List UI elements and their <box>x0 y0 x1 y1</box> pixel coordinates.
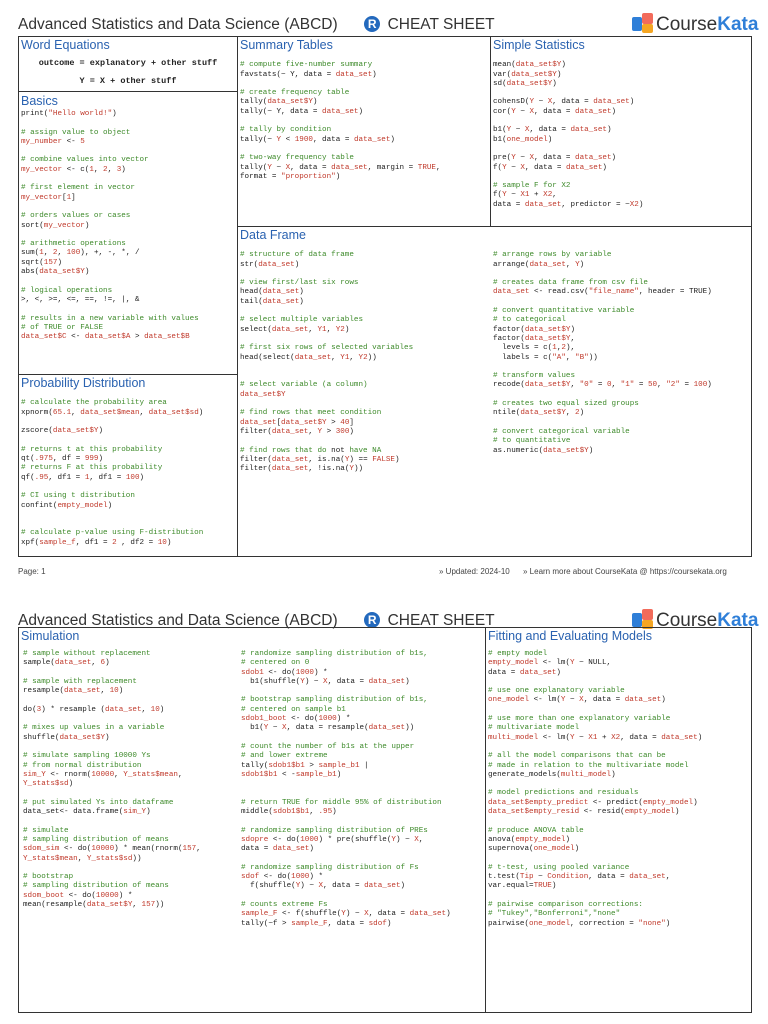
code-line: tally(Y ~ X, data = data_set, margin = TRUE, <box>240 163 441 172</box>
code-line <box>488 855 493 863</box>
code-data-frame-left <box>238 242 413 474</box>
section-title-data-frame: Data Frame <box>240 228 306 242</box>
code-line <box>241 892 246 900</box>
code-line: filter(data_set, is.na(Y) == FALSE) <box>240 455 400 464</box>
code-line: # calculate p-value using F-distribution <box>21 529 204 538</box>
brand-course: Course <box>656 610 718 631</box>
code-line: # "Tukey","Bonferroni","none" <box>488 910 621 919</box>
code-line: # creates data frame from csv file <box>493 279 648 288</box>
code-line: f(Y ~ X, data = data_set) <box>493 163 607 172</box>
code-line <box>21 147 26 155</box>
divider <box>19 91 238 92</box>
code-line: # all the model comparisons that can be <box>488 752 666 761</box>
code-line: data = data_set, predictor = ~X2) <box>493 200 644 209</box>
code-line: data_set$Y <box>240 390 286 399</box>
code-line: var.equal=TRUE) <box>488 882 557 891</box>
code-line: # structure of data frame <box>240 251 354 260</box>
doc-title: Advanced Statistics and Data Science (ABCD) <box>18 612 338 629</box>
code-line <box>23 715 28 723</box>
code-line: # randomize sampling distribution of PREs <box>241 826 428 835</box>
code-data-frame-right <box>491 242 712 456</box>
code-line <box>240 400 245 408</box>
code-line: # centered on sample b1 <box>241 705 346 714</box>
code-line: f(Y ~ X1 + X2, <box>493 191 557 200</box>
section-title-probability: Probability Distribution <box>21 376 146 390</box>
code-line <box>21 520 26 528</box>
r-logo-icon: R <box>364 16 380 32</box>
code-line: # model predictions and residuals <box>488 789 639 798</box>
code-line: # select multiple variables <box>240 316 364 325</box>
code-line: as.numeric(data_set$Y) <box>493 446 594 455</box>
code-line <box>241 734 246 742</box>
brand-kata: Kata <box>717 610 759 631</box>
code-line <box>241 789 246 797</box>
code-line <box>488 706 493 714</box>
code-line: # sample with replacement <box>23 677 137 686</box>
code-line: multi_model <- lm(Y ~ X1 + X2, data = data_set) <box>488 733 703 742</box>
code-line <box>488 743 493 751</box>
code-line <box>21 436 26 444</box>
code-line <box>21 418 26 426</box>
code-line: data_set$empty_resid <- resid(empty_model) <box>488 808 680 817</box>
code-line: head(select(data_set, Y1, Y2)) <box>240 353 377 362</box>
code-line <box>23 817 28 825</box>
code-line: head(data_set) <box>240 288 304 297</box>
code-line <box>240 335 245 343</box>
code-line: # arrange rows by variable <box>493 251 612 260</box>
code-line: mean(resample(data_set$Y, 157)) <box>23 901 165 910</box>
code-line: middle(sdob1$b1, .95) <box>241 808 337 817</box>
code-line <box>493 298 498 306</box>
code-line: # arithmetic operations <box>21 240 126 249</box>
code-line: sdof <- do(1000) * <box>241 873 324 882</box>
code-line: # returns t at this probability <box>21 445 163 454</box>
section-title-word-equations: Word Equations <box>21 38 110 52</box>
code-line: # to categorical <box>493 316 566 325</box>
code-line: sim_Y <- rnorm(10000, Y_stats$mean, <box>23 770 183 779</box>
code-line: tally(~ Y, data = data_set) <box>240 107 364 116</box>
code-line: # convert quantitative variable <box>493 307 635 316</box>
code-line: # produce ANOVA table <box>488 826 584 835</box>
code-line: tally(~ Y < 1900, data = data_set) <box>240 135 395 144</box>
code-line <box>493 52 498 60</box>
code-line: data_set<- data.frame(sim_Y) <box>23 808 151 817</box>
code-line: # simulate sampling 10000 Ys <box>23 752 151 761</box>
code-line: supernova(one_model) <box>488 845 580 854</box>
code-line: # results in a new variable with values <box>21 314 199 323</box>
code-line: empty_model <- lm(Y ~ NULL, <box>488 659 612 668</box>
code-line: # creates two equal sized groups <box>493 400 639 409</box>
code-line: qf(.95, df1 = 1, df1 = 100) <box>21 473 145 482</box>
code-line: # first six rows of selected variables <box>240 344 414 353</box>
code-line: Y_stats$mean, Y_stats$sd)) <box>23 854 142 863</box>
code-line: sum(1, 2, 100), +, -, *, / <box>21 249 140 258</box>
code-line: filter(data_set, !is.na(Y)) <box>240 465 364 474</box>
code-line: # view first/last six rows <box>240 279 359 288</box>
code-line <box>493 363 498 371</box>
code-line: sdob1 <- do(1000) * <box>241 668 328 677</box>
code-line: # combine values into vector <box>21 156 149 165</box>
summary-tables-panel <box>237 36 491 227</box>
code-line: b1(Y ~ X, data = resample(data_set)) <box>241 724 415 733</box>
code-line <box>241 780 246 788</box>
code-line: recode(data_set$Y, "0" = 0, "1" = 50, "2" = 100) <box>493 381 712 390</box>
code-line: # select variable (a column) <box>240 381 368 390</box>
code-line: # use one explanatory variable <box>488 687 625 696</box>
code-line: my_number <- 5 <box>21 137 85 146</box>
code-line: b1(shuffle(Y) ~ X, data = data_set) <box>241 677 410 686</box>
code-simple-statistics <box>491 52 751 210</box>
code-line: data_set[data_set$Y > 40] <box>240 418 354 427</box>
code-line: f(shuffle(Y) ~ X, data = data_set) <box>241 882 406 891</box>
code-line: # compute five-number summary <box>240 61 373 70</box>
code-line: # use more than one explanatory variable <box>488 715 671 724</box>
page1-header <box>18 16 495 34</box>
code-line: cohensD(Y ~ X, data = data_set) <box>493 98 635 107</box>
cheat-sheet-label: CHEAT SHEET <box>387 612 495 629</box>
page1-column-left <box>18 36 238 557</box>
code-line: # pairwise comparison corrections: <box>488 901 643 910</box>
footer-page-number: Page: 1 <box>18 567 46 576</box>
code-line: generate_models(multi_model) <box>488 770 616 779</box>
code-line: mean(data_set$Y) <box>493 61 566 70</box>
code-line: shuffle(data_set$Y) <box>23 733 110 742</box>
code-line: filter(data_set, Y > 300) <box>240 427 354 436</box>
code-line: data = data_set) <box>488 668 561 677</box>
code-line: # sampling distribution of means <box>23 835 169 844</box>
code-line: # mixes up values in a variable <box>23 724 165 733</box>
code-fitting-models <box>486 650 702 929</box>
section-title-simple-statistics: Simple Statistics <box>493 38 585 52</box>
code-line: # bootstrap sampling distribution of b1s, <box>241 696 428 705</box>
code-line <box>21 511 26 519</box>
code-line: cor(Y ~ X, data = data_set) <box>493 107 617 116</box>
code-line: tally(data_set$Y) <box>240 98 318 107</box>
code-line: zscore(data_set$Y) <box>21 427 104 436</box>
code-line <box>21 305 26 313</box>
code-line: var(data_set$Y) <box>493 70 562 79</box>
code-line: tally(sdob1$b1 > sample_b1 | <box>241 761 369 770</box>
section-title-simulation: Simulation <box>21 629 80 643</box>
code-line <box>241 855 246 863</box>
code-line: sqrt(157) <box>21 258 63 267</box>
simulation-panel <box>18 627 486 1013</box>
code-line: print("Hello world!") <box>21 110 117 118</box>
code-line: # counts extreme Fs <box>241 901 328 910</box>
code-line: sdopre <- do(1000) * pre(shuffle(Y) ~ X, <box>241 835 424 844</box>
code-line: sdom_sim <- do(10000) * mean(rnorm(157, <box>23 845 201 854</box>
code-line: do(3) * resample (data_set, 10) <box>23 705 165 714</box>
code-line: confint(empty_model) <box>21 501 113 510</box>
code-line: # two-way frequency table <box>240 154 354 163</box>
code-line: xpf(sample_f, df1 = 2 , df2 = 10) <box>21 538 172 547</box>
code-line: >, <, >=, <=, ==, !=, |, & <box>21 295 140 304</box>
code-line: data = data_set) <box>241 845 314 854</box>
code-line: data_set$empty_predict <- predict(empty_model) <box>488 798 698 807</box>
code-line: sdob1$b1 < -sample_b1) <box>241 770 342 779</box>
code-line: # of TRUE or FALSE <box>21 323 104 332</box>
simple-statistics-panel <box>490 36 752 227</box>
code-line <box>21 119 26 127</box>
code-line: # simulate <box>23 826 69 835</box>
code-line: # put simulated Ys into dataframe <box>23 798 174 807</box>
code-line <box>21 390 26 398</box>
code-line: # made in relation to the multivariate model <box>488 761 689 770</box>
code-line: qt(.975, df = 999) <box>21 455 104 464</box>
code-line: # randomize sampling distribution of b1s, <box>241 650 428 658</box>
code-line: labels = c("A", "B")) <box>493 353 598 362</box>
coursekata-logo <box>632 13 758 36</box>
equation-words: outcome = explanatory + other stuff <box>38 58 218 68</box>
code-line <box>493 242 498 250</box>
code-line <box>240 372 245 380</box>
code-line <box>21 483 26 491</box>
code-line: # transform values <box>493 372 576 381</box>
code-line: sample_F <- f(shuffle(Y) ~ X, data = data_set) <box>241 910 451 919</box>
code-line: select(data_set, Y1, Y2) <box>240 325 350 334</box>
code-line <box>240 307 245 315</box>
code-line: xpnorm(65.1, data_set$mean, data_set$sd) <box>21 408 204 417</box>
code-line <box>493 145 498 153</box>
code-line: my_vector <- c(1, 2, 3) <box>21 165 126 174</box>
code-line: ntile(data_set$Y, 2) <box>493 409 585 418</box>
code-line: # to quantitative <box>493 437 571 446</box>
code-simulation-left <box>21 650 201 910</box>
code-line <box>23 696 28 704</box>
code-line <box>21 203 26 211</box>
code-line: abs(data_set$Y) <box>21 268 90 277</box>
data-frame-panel <box>237 226 752 557</box>
code-line: my_vector[1] <box>21 193 76 202</box>
code-line <box>493 391 498 399</box>
code-line: anova(empty_model) <box>488 835 571 844</box>
code-line <box>240 270 245 278</box>
code-line: tally(~f > sample_F, data = sdof) <box>241 919 392 928</box>
doc-title: Advanced Statistics and Data Science (ABCD) <box>18 16 338 33</box>
code-line: arrange(data_set, Y) <box>493 260 585 269</box>
code-line <box>240 117 245 125</box>
code-simulation-right <box>239 650 451 929</box>
code-line: # first element in vector <box>21 184 135 193</box>
code-line <box>21 175 26 183</box>
code-line: # assign value to object <box>21 128 131 137</box>
code-line: pre(Y ~ X, data = data_set) <box>493 154 617 163</box>
section-title-basics: Basics <box>21 94 58 108</box>
code-line: # centered on 0 <box>241 659 310 668</box>
code-line <box>23 669 28 677</box>
code-line <box>488 678 493 686</box>
code-line: # calculate the probability area <box>21 399 167 408</box>
code-line: sd(data_set$Y) <box>493 79 557 88</box>
code-probability <box>19 390 203 548</box>
code-line <box>241 687 246 695</box>
code-line <box>240 52 245 60</box>
code-line: sort(my_vector) <box>21 221 90 230</box>
code-line <box>240 242 245 250</box>
code-line: levels = c(1,2), <box>493 344 576 353</box>
code-line: # create frequency table <box>240 89 350 98</box>
code-line <box>493 89 498 97</box>
code-line <box>488 817 493 825</box>
r-logo-icon: R <box>364 612 380 628</box>
brand-kata: Kata <box>717 14 759 35</box>
code-line <box>241 817 246 825</box>
code-line <box>240 80 245 88</box>
code-line: # bootstrap <box>23 873 74 882</box>
code-line <box>23 864 28 872</box>
footer-updated: » Updated: 2024-10 <box>439 567 510 576</box>
fitting-models-panel <box>485 627 752 1013</box>
code-line: # and lower extreme <box>241 752 328 761</box>
code-line: b1(one_model) <box>493 135 553 144</box>
coursekata-blocks-icon <box>632 609 654 629</box>
code-line <box>21 277 26 285</box>
section-title-fitting: Fitting and Evaluating Models <box>488 629 652 643</box>
code-line <box>23 789 28 797</box>
code-line <box>240 145 245 153</box>
code-line: data_set$C <- data_set$A > data_set$B <box>21 333 190 342</box>
code-summary-tables <box>238 52 490 182</box>
cheat-sheet-label: CHEAT SHEET <box>387 16 495 33</box>
code-line: tail(data_set) <box>240 297 304 306</box>
brand-course: Course <box>656 14 718 35</box>
footer-learn-more: » Learn more about CourseKata @ https://coursekata.org <box>523 567 727 576</box>
code-line: Y_stats$sd) <box>23 780 74 789</box>
code-line: sample(data_set, 6) <box>23 659 110 668</box>
code-basics <box>19 110 199 342</box>
code-line: favstats(~ Y, data = data_set) <box>240 70 377 79</box>
code-line: one_model <- lm(Y ~ X, data = data_set) <box>488 696 666 705</box>
code-line <box>240 437 245 445</box>
code-line: data_set <- read.csv("file_name", header = TRUE) <box>493 288 712 297</box>
code-line: sdob1_boot <- do(1000) * <box>241 715 351 724</box>
code-line <box>488 892 493 900</box>
code-line: resample(data_set, 10) <box>23 687 124 696</box>
equation-symbols: Y = X + other stuff <box>79 76 177 86</box>
code-line <box>493 419 498 427</box>
code-line <box>23 743 28 751</box>
code-line <box>488 780 493 788</box>
code-line: # convert categorical variable <box>493 427 630 436</box>
code-line: t.test(Tip ~ Condition, data = data_set, <box>488 873 671 882</box>
code-line: # t-test, using pooled variance <box>488 863 630 872</box>
code-line: # sampling distribution of means <box>23 882 169 891</box>
code-line: sdom_boot <- do(10000) * <box>23 891 133 900</box>
code-line: # orders values or cases <box>21 212 131 221</box>
code-line: # logical operations <box>21 286 113 295</box>
code-line <box>21 231 26 239</box>
code-line <box>240 363 245 371</box>
code-line: # multivariate model <box>488 724 580 733</box>
code-line: # find rows that do not have NA <box>240 446 382 455</box>
code-line: # CI using t distribution <box>21 492 135 501</box>
code-line: # sample F for X2 <box>493 182 571 191</box>
code-line: factor(data_set$Y, <box>493 334 576 343</box>
code-line: factor(data_set$Y) <box>493 325 576 334</box>
code-line: format = "proportion") <box>240 172 341 181</box>
code-line: # randomize sampling distribution of Fs <box>241 863 419 872</box>
code-line: # sample without replacement <box>23 650 151 658</box>
code-line <box>493 270 498 278</box>
code-line: # count the number of b1s at the upper <box>241 742 415 751</box>
coursekata-blocks-icon <box>632 13 654 33</box>
code-line <box>493 173 498 181</box>
code-line: # empty model <box>488 650 548 658</box>
code-line: # return TRUE for middle 95% of distribution <box>241 798 442 807</box>
code-line: # from normal distribution <box>23 761 142 770</box>
code-line: b1(Y ~ X, data = data_set) <box>493 126 612 135</box>
section-title-summary-tables: Summary Tables <box>240 38 333 52</box>
code-line: str(data_set) <box>240 260 300 269</box>
code-line: pairwise(one_model, correction = "none") <box>488 919 671 928</box>
code-line <box>493 117 498 125</box>
code-line: # tally by condition <box>240 126 332 135</box>
code-line: # find rows that meet condition <box>240 409 382 418</box>
code-line: # returns F at this probability <box>21 464 163 473</box>
